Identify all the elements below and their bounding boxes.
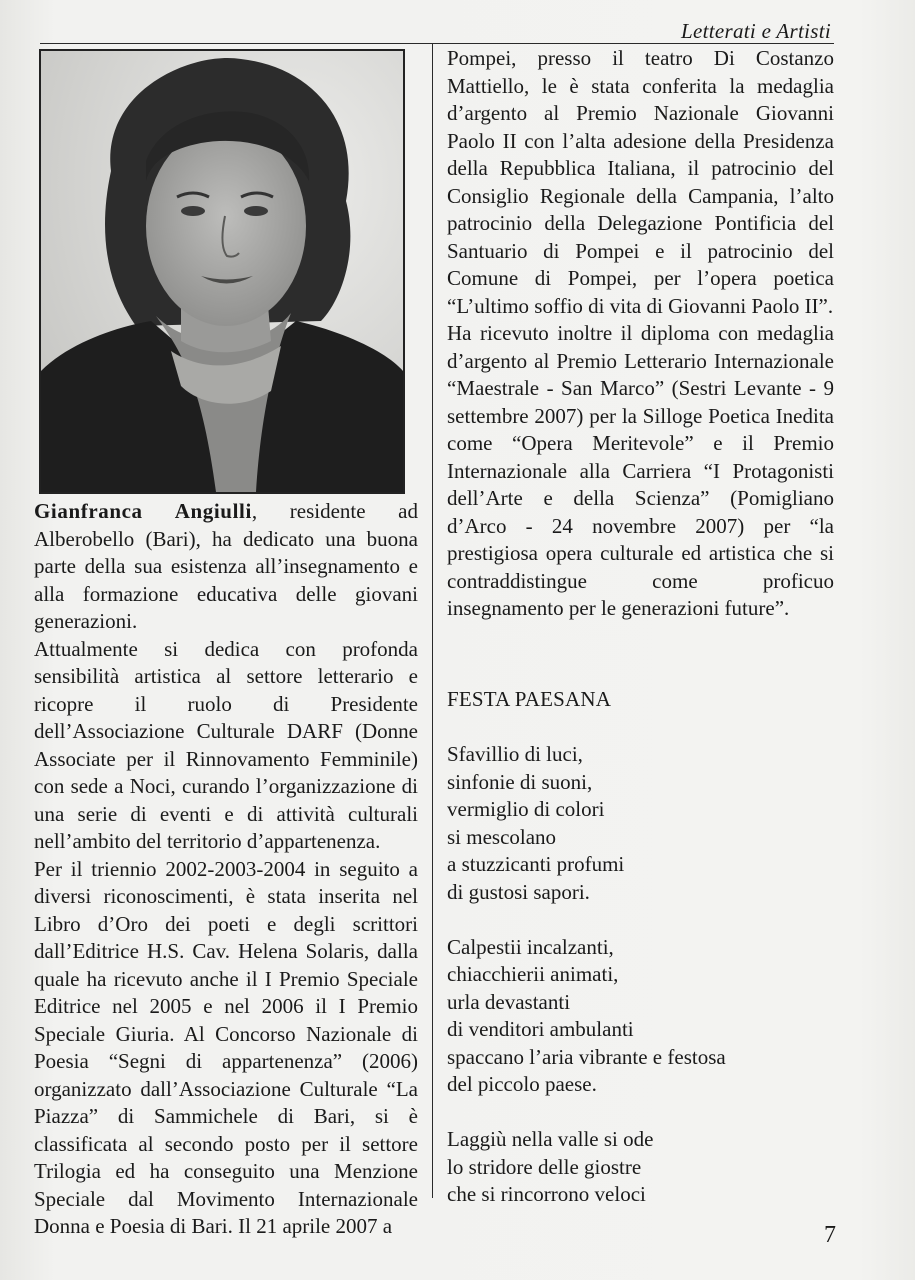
poem bbox=[447, 686, 837, 1236]
poem-stanza-1 bbox=[447, 741, 837, 906]
portrait-photo bbox=[39, 49, 405, 494]
portrait-illustration bbox=[41, 51, 403, 492]
bio-intro-text: , residente ad Alberobello (Bari), ha dedicato una buona parte della sua esistenza all’insegnamento e alla formazione educativa delle giovani generazioni. bbox=[34, 499, 418, 633]
poem-stanza-2 bbox=[447, 934, 837, 1099]
poem-line: si mescolano bbox=[447, 824, 557, 849]
poem-line: sinfonie di suoni, bbox=[447, 769, 593, 794]
poem-line: Sfavillio di luci, bbox=[447, 742, 583, 766]
bio-paragraph-2: Attualmente si dedica con profonda sensibilità artistica al settore letterario e ricopre il ruolo di Presidente dell’Associazione Culturale DARF (Donne Associate per il Rinnovamento Femminile) con sede a Noci, curando l’organizzazione di una serie di eventi e di attività culturali nell’ambito del territorio d’appartenenza. bbox=[34, 636, 418, 853]
poem-line: spaccano l’aria vibrante e festosa bbox=[447, 1044, 726, 1069]
poem-line: Calpestii incalzanti, bbox=[447, 934, 614, 959]
column-divider bbox=[432, 43, 433, 1198]
poem-line: lo stridore delle giostre bbox=[447, 1154, 642, 1179]
poem-stanza-3 bbox=[447, 1126, 837, 1209]
poem-line: a stuzzicanti profumi bbox=[447, 852, 625, 876]
bio-paragraph-3: Per il triennio 2002-2003-2004 in seguito a diversi riconoscimenti, è stata inserita nel Libro d’Oro dei poeti e degli scrittori dall’Editrice H.S. Cav. Helena Solaris, dalla quale ha ricevuto anche il I Premio Speciale Editrice nel 2005 e nel 2006 il I Premio Speciale Giuria. Al Concorso Nazionale di Poesia “Segni di appartenenza” (2006) organizzato dall’Associazione Culturale “La Piazza” di Sammichele di Bari, si è classificata al secondo posto per il settore Trilogia ed ha conseguito una Menzione Speciale dal Movimento Internazionale Donna e Poesia di Bari. Il 21 aprile 2007 a bbox=[34, 856, 418, 1238]
poem-line: del piccolo paese. bbox=[447, 1072, 597, 1096]
poem-title: FESTA PAESANA bbox=[447, 687, 612, 711]
bio-column-right bbox=[447, 45, 834, 623]
bio-continuation-2: Ha ricevuto inoltre il diploma con medaglia d’argento al Premio Letterario Internazionale “Maestrale - San Marco” (Sestri Levante - 9 settembre 2007) per la Silloge Poetica Inedita come “Opera Meritevole” e il Premio Internazionale alla Carriera “I Protagonisti dell’Arte e della Scienza” (Pomigliano d’Arco - 24 novembre 2007) per “la prestigiosa opera culturale ed artistica che si contraddistingue come proficuo insegnamento per le generazioni future”. bbox=[447, 321, 834, 620]
page-number: 7 bbox=[824, 1222, 836, 1248]
poem-line: che si rincorrono veloci bbox=[447, 1182, 646, 1206]
poem-line: Laggiù nella valle si ode bbox=[447, 1127, 654, 1151]
poem-line: urla devastanti bbox=[447, 989, 571, 1014]
bio-paragraph-1 bbox=[34, 498, 418, 636]
poem-line: di gustosi sapori. bbox=[447, 879, 590, 904]
poem-line: di venditori ambulanti bbox=[447, 1017, 634, 1041]
running-header: Letterati e Artisti bbox=[681, 19, 831, 43]
poem-line: chiacchierii animati, bbox=[447, 962, 619, 986]
bio-continuation-1: Pompei, presso il teatro Di Costanzo Mattiello, le è stata conferita la medaglia d’argento al Premio Nazionale Giovanni Paolo II con l’alta adesione della Presidenza della Repubblica Italiana, il patrocinio del Consiglio Regionale della Campania, l’alto patrocinio della Delegazione Pontificia del Santuario di Pompei e il patrocinio del Comune di Pompei, per l’opera poetica “L’ultimo soffio di vita di Giovanni Paolo II”. bbox=[447, 46, 834, 318]
bio-column-left bbox=[34, 498, 418, 1241]
author-name: Gianfranca Angiulli bbox=[34, 499, 252, 523]
poem-line: vermiglio di colori bbox=[447, 797, 605, 821]
header-rule bbox=[40, 43, 834, 44]
